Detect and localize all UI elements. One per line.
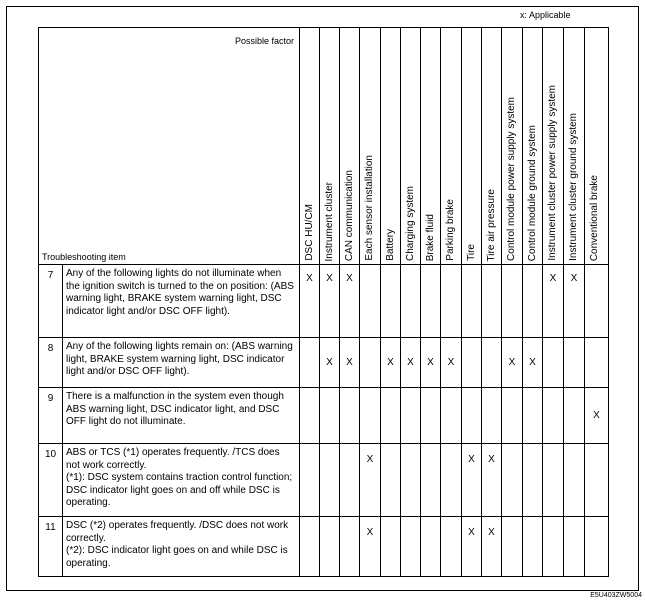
applicability-mark: X bbox=[502, 338, 523, 388]
applicability-mark bbox=[543, 444, 564, 517]
item-description: Any of the following lights do not illuminate when the ignition switch is turned to the on position: (ABS warning light, BRAKE system warning light, DSC indicator light and/or DSC OFF light). bbox=[63, 265, 300, 338]
applicability-mark: X bbox=[585, 388, 609, 444]
applicability-mark bbox=[421, 388, 441, 444]
table-row bbox=[39, 517, 609, 577]
applicability-mark bbox=[502, 388, 523, 444]
applicability-mark: X bbox=[462, 517, 482, 577]
applicability-mark bbox=[482, 265, 502, 338]
applicability-mark bbox=[300, 338, 320, 388]
applicability-mark bbox=[502, 265, 523, 338]
applicability-mark bbox=[401, 388, 421, 444]
applicability-mark bbox=[523, 388, 543, 444]
applicability-mark bbox=[421, 517, 441, 577]
applicability-mark bbox=[401, 265, 421, 338]
factor-header bbox=[401, 28, 421, 265]
table-row bbox=[39, 338, 609, 388]
factor-label: Instrument cluster power supply system bbox=[547, 85, 558, 261]
applicability-mark bbox=[523, 517, 543, 577]
factor-label: Battery bbox=[385, 229, 396, 261]
factor-header bbox=[320, 28, 340, 265]
factor-label: Tire bbox=[466, 244, 477, 261]
factor-header bbox=[462, 28, 482, 265]
applicability-mark: X bbox=[300, 265, 320, 338]
header-corner-cell bbox=[39, 28, 300, 265]
factor-label: Brake fluid bbox=[425, 213, 436, 261]
applicability-mark bbox=[482, 388, 502, 444]
applicability-mark bbox=[421, 444, 441, 517]
troubleshooting-table bbox=[38, 27, 609, 577]
applicability-mark bbox=[381, 388, 401, 444]
factor-header bbox=[381, 28, 401, 265]
factor-label: Each sensor installation bbox=[364, 155, 375, 261]
applicability-mark: X bbox=[381, 338, 401, 388]
applicability-mark bbox=[381, 444, 401, 517]
factor-label: Tire air pressure bbox=[486, 188, 497, 261]
item-description: DSC (*2) operates frequently. /DSC does not work correctly. (*2): DSC indicator light goes on and while DSC is operating. bbox=[63, 517, 300, 577]
applicability-mark bbox=[462, 265, 482, 338]
factor-header bbox=[543, 28, 564, 265]
factor-label: Control module power supply system bbox=[506, 97, 517, 261]
applicability-mark bbox=[401, 444, 421, 517]
factor-header bbox=[502, 28, 523, 265]
applicability-mark bbox=[564, 388, 585, 444]
factor-label: Charging system bbox=[405, 185, 416, 261]
applicability-mark bbox=[564, 338, 585, 388]
applicability-mark: X bbox=[320, 338, 340, 388]
factor-label: Instrument cluster bbox=[324, 181, 335, 261]
applicability-mark bbox=[543, 517, 564, 577]
table-row bbox=[39, 444, 609, 517]
item-number: 11 bbox=[39, 517, 63, 577]
table-row bbox=[39, 265, 609, 338]
applicability-mark bbox=[441, 388, 462, 444]
applicability-mark bbox=[502, 517, 523, 577]
applicability-mark bbox=[564, 444, 585, 517]
applicability-mark bbox=[320, 388, 340, 444]
applicability-mark bbox=[543, 338, 564, 388]
applicability-mark bbox=[543, 388, 564, 444]
item-number: 8 bbox=[39, 338, 63, 388]
applicability-mark: X bbox=[523, 338, 543, 388]
applicability-mark bbox=[340, 517, 360, 577]
factor-header bbox=[564, 28, 585, 265]
applicability-mark bbox=[360, 388, 381, 444]
legend: x: Applicable bbox=[520, 10, 571, 20]
item-number: 7 bbox=[39, 265, 63, 338]
applicability-mark: X bbox=[401, 338, 421, 388]
applicability-mark: X bbox=[421, 338, 441, 388]
factor-label: CAN communication bbox=[344, 169, 355, 261]
applicability-mark bbox=[585, 517, 609, 577]
applicability-mark bbox=[482, 338, 502, 388]
applicability-mark bbox=[360, 338, 381, 388]
item-description: ABS or TCS (*1) operates frequently. /TCS does not work correctly. (*1): DSC system contains traction control function; DSC indicator light goes on and off while DSC is operating. bbox=[63, 444, 300, 517]
applicability-mark: X bbox=[340, 338, 360, 388]
item-number: 9 bbox=[39, 388, 63, 444]
factor-label: DSC HU/CM bbox=[304, 204, 315, 261]
applicability-mark: X bbox=[360, 517, 381, 577]
header-row bbox=[39, 28, 609, 265]
factor-label: Conventional brake bbox=[589, 174, 600, 261]
applicability-mark: X bbox=[320, 265, 340, 338]
troubleshooting-item-label: Troubleshooting item bbox=[42, 252, 126, 262]
item-description: There is a malfunction in the system even though ABS warning light, DSC indicator light, and DSC OFF light do not illuminate. bbox=[63, 388, 300, 444]
applicability-mark bbox=[585, 444, 609, 517]
applicability-mark bbox=[441, 265, 462, 338]
applicability-mark: X bbox=[564, 265, 585, 338]
applicability-mark: X bbox=[543, 265, 564, 338]
applicability-mark bbox=[401, 517, 421, 577]
applicability-mark bbox=[300, 388, 320, 444]
applicability-mark bbox=[300, 517, 320, 577]
applicability-mark bbox=[502, 444, 523, 517]
factor-label: Instrument cluster ground system bbox=[568, 113, 579, 261]
factor-header bbox=[421, 28, 441, 265]
table-row bbox=[39, 388, 609, 444]
factor-header bbox=[482, 28, 502, 265]
factor-header bbox=[523, 28, 543, 265]
image-code: E5U403ZW5004 bbox=[590, 592, 642, 599]
applicability-mark bbox=[441, 444, 462, 517]
table-body bbox=[39, 265, 609, 577]
applicability-mark: X bbox=[360, 444, 381, 517]
applicability-mark bbox=[320, 444, 340, 517]
applicability-mark: X bbox=[340, 265, 360, 338]
applicability-mark bbox=[462, 338, 482, 388]
applicability-mark bbox=[523, 444, 543, 517]
applicability-mark bbox=[381, 517, 401, 577]
applicability-mark: X bbox=[441, 338, 462, 388]
applicability-mark bbox=[585, 265, 609, 338]
factor-header bbox=[340, 28, 360, 265]
applicability-mark bbox=[381, 265, 401, 338]
item-description: Any of the following lights remain on: (ABS warning light, BRAKE system warning light, DSC indicator light and/or DSC OFF light). bbox=[63, 338, 300, 388]
applicability-mark bbox=[523, 265, 543, 338]
factor-header bbox=[360, 28, 381, 265]
item-number: 10 bbox=[39, 444, 63, 517]
applicability-mark bbox=[340, 444, 360, 517]
applicability-mark bbox=[462, 388, 482, 444]
factor-header bbox=[585, 28, 609, 265]
applicability-mark bbox=[564, 517, 585, 577]
factor-header bbox=[441, 28, 462, 265]
applicability-mark: X bbox=[482, 517, 502, 577]
applicability-mark bbox=[441, 517, 462, 577]
factor-header bbox=[300, 28, 320, 265]
applicability-mark bbox=[421, 265, 441, 338]
applicability-mark bbox=[340, 388, 360, 444]
possible-factor-label: Possible factor bbox=[234, 36, 294, 46]
applicability-mark bbox=[300, 444, 320, 517]
applicability-mark: X bbox=[462, 444, 482, 517]
applicability-mark bbox=[585, 338, 609, 388]
applicability-mark: X bbox=[482, 444, 502, 517]
applicability-mark bbox=[320, 517, 340, 577]
factor-label: Control module ground system bbox=[527, 124, 538, 261]
factor-label: Parking brake bbox=[445, 199, 456, 261]
applicability-mark bbox=[360, 265, 381, 338]
